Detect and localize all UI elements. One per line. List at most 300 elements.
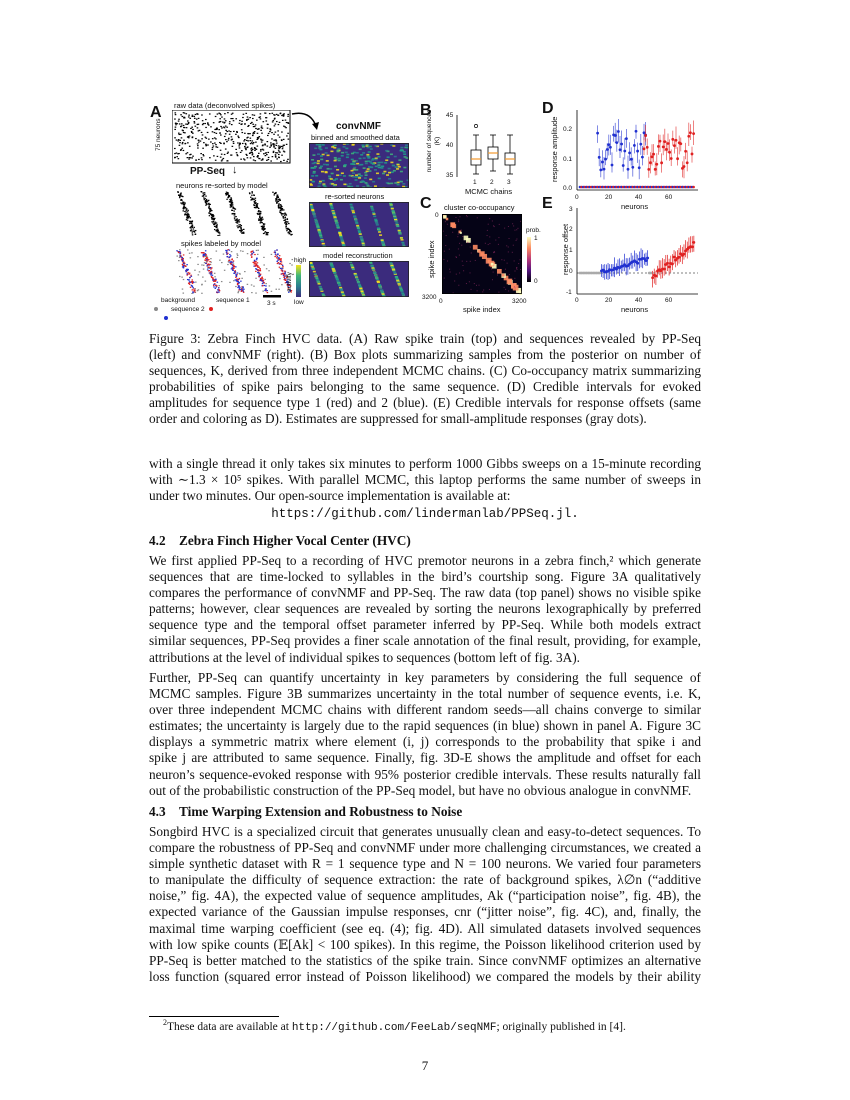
matrix-speck (488, 224, 489, 225)
matrix-speck (483, 256, 484, 257)
heatmap-cell (400, 237, 403, 239)
matrix-speck (512, 223, 513, 224)
spike-mark (257, 155, 259, 156)
spike-mark (231, 210, 233, 211)
heatmap-cell (333, 214, 336, 216)
spike-mark (178, 119, 180, 120)
spike-mark (242, 287, 244, 288)
spike-mark (279, 255, 281, 256)
matrix-speck (498, 292, 499, 293)
panel-b-ylabel: number of sequences (K) (426, 109, 441, 173)
heatmap-cell (355, 277, 358, 279)
amplitude-point (628, 151, 631, 154)
heatmap-cell (383, 171, 386, 173)
spike-mark (186, 274, 188, 275)
spike-mark (187, 142, 189, 143)
matrix-speck (516, 269, 517, 270)
spike-mark (274, 125, 276, 126)
panel-c-xtick-min: 0 (439, 298, 443, 305)
spike-mark (256, 205, 258, 206)
activity-colorbar (296, 265, 301, 297)
heatmap-cell (318, 283, 321, 285)
spike-mark (183, 279, 185, 280)
spike-mark (206, 259, 208, 260)
heatmap-cell (344, 164, 347, 166)
spike-mark (231, 200, 233, 201)
amplitude-point (599, 169, 602, 172)
spike-mark (240, 124, 242, 125)
heatmap-cell (395, 222, 398, 224)
spike-mark (256, 120, 258, 121)
spike-mark (186, 219, 188, 220)
spike-mark (243, 114, 245, 115)
spike-mark (208, 259, 210, 260)
heatmap-cell (401, 242, 404, 244)
spike-mark (231, 268, 233, 269)
spike-mark (226, 192, 228, 193)
spike-mark (254, 131, 256, 132)
heatmap-cell (325, 152, 328, 154)
spike-mark (203, 192, 205, 193)
spike-mark (186, 273, 188, 274)
spike-mark (263, 121, 265, 122)
spike-mark (263, 224, 265, 225)
spike-mark (188, 215, 190, 216)
heatmap-cell (343, 146, 346, 148)
amplitude-point (655, 163, 658, 166)
spike-mark (192, 136, 194, 137)
heatmap-cell (399, 287, 402, 289)
spike-mark (191, 285, 193, 286)
spike-mark (276, 143, 278, 144)
section-4-2-heading (149, 533, 411, 549)
heatmap-cell (336, 279, 339, 281)
heatmap-cell (310, 205, 313, 207)
spike-mark (237, 283, 239, 284)
panel-e-letter: E (542, 195, 553, 212)
spike-mark (252, 149, 254, 150)
resorted-label: neurons re-sorted by model (176, 181, 268, 190)
spike-mark (275, 192, 277, 193)
amplitude-point (638, 166, 641, 169)
spike-mark (244, 159, 246, 160)
heatmap-cell (374, 185, 377, 187)
matrix-block (473, 245, 478, 250)
spike-mark (262, 149, 264, 150)
spike-mark (183, 263, 185, 264)
amplitude-point (670, 157, 673, 160)
spike-mark (181, 277, 183, 278)
spike-mark (283, 277, 285, 278)
heatmap-cell (369, 179, 372, 181)
spike-mark (260, 149, 262, 150)
spike-mark (264, 232, 266, 233)
heatmap-cell (397, 281, 400, 283)
heatmap-cell (331, 208, 334, 210)
spike-mark (285, 217, 287, 218)
spike-mark (264, 279, 266, 280)
heatmap-cell (385, 150, 388, 152)
spike-mark (280, 263, 282, 264)
spike-mark (179, 140, 181, 141)
spike-mark (256, 259, 257, 260)
spike-mark (244, 147, 246, 148)
spike-mark (238, 224, 240, 225)
footnote-url[interactable]: http://github.com/FeeLab/seqNMF (291, 1021, 497, 1034)
spike-mark (184, 117, 186, 118)
spike-mark (209, 215, 211, 216)
matrix-speck (459, 255, 460, 256)
spike-mark (195, 282, 197, 283)
spike-mark (277, 130, 279, 131)
heatmap-cell (314, 219, 317, 221)
spike-mark (237, 227, 239, 228)
spike-mark (274, 193, 276, 194)
amplitude-point (683, 165, 686, 168)
spike-mark (217, 156, 219, 157)
matrix-speck (517, 228, 518, 229)
matrix-speck (514, 230, 515, 231)
heatmap-cell (351, 159, 354, 161)
labeled-label: spikes labeled by model (181, 239, 262, 248)
spike-mark (277, 256, 279, 257)
spike-mark (247, 126, 249, 127)
panel-c-cbar-max: 1 (534, 235, 538, 242)
matrix-speck (512, 252, 513, 253)
heatmap-cell (387, 156, 390, 158)
matrix-block (466, 238, 471, 243)
heatmap-cell (319, 167, 322, 169)
amplitude-point (673, 144, 676, 147)
spike-mark (236, 253, 238, 254)
spike-mark (231, 124, 233, 125)
spike-mark (189, 118, 191, 119)
heatmap-cell (326, 160, 329, 162)
spike-mark (222, 121, 224, 122)
spike-mark (217, 282, 219, 283)
spike-mark (257, 137, 259, 138)
heatmap-cell (375, 277, 378, 279)
spike-mark (178, 252, 180, 253)
spike-mark (266, 232, 268, 233)
spike-mark (213, 221, 215, 222)
spike-mark (287, 228, 289, 229)
amplitude-point (651, 155, 654, 158)
spike-mark (283, 213, 285, 214)
heatmap-cell (334, 166, 337, 168)
heatmap-cell (361, 291, 364, 293)
heatmap-cell (368, 170, 371, 172)
heatmap-cell (340, 237, 343, 239)
heatmap-cell (376, 173, 379, 175)
matrix-speck (458, 221, 459, 222)
spike-mark (216, 128, 218, 129)
spike-mark (214, 276, 216, 277)
spike-mark (261, 220, 263, 221)
amplitude-point (617, 130, 620, 133)
spike-mark (232, 213, 234, 214)
heatmap-cell (363, 167, 366, 169)
heatmap-cell (340, 179, 343, 181)
spike-mark (234, 214, 236, 215)
heatmap-cell (404, 156, 407, 158)
spike-mark (247, 133, 249, 134)
offset-point (671, 263, 674, 266)
spike-mark (188, 116, 190, 117)
spike-mark (218, 289, 220, 290)
spike-mark (281, 284, 283, 285)
spike-mark (186, 264, 188, 265)
spike-mark (261, 160, 263, 161)
matrix-speck (518, 263, 519, 264)
spike-mark (238, 137, 240, 138)
spike-mark (186, 127, 188, 128)
spike-mark (236, 152, 238, 153)
matrix-speck (486, 263, 487, 264)
spike-mark (187, 249, 189, 250)
scale-bar (263, 295, 283, 299)
heatmap-cell (372, 163, 375, 165)
heatmap-cell (352, 212, 355, 214)
matrix-speck (514, 260, 515, 261)
spike-mark (191, 226, 193, 227)
spike-mark (207, 144, 209, 145)
spike-mark (204, 259, 206, 260)
spike-mark (195, 230, 197, 231)
text-line: Further, PP-Seq can quantify uncertainty in key parameters by considering the full sequence of (149, 670, 701, 685)
spike-mark (213, 216, 215, 217)
spike-mark (276, 249, 278, 250)
spike-mark (205, 127, 207, 128)
footnote (163, 1018, 626, 1034)
spike-mark (235, 266, 237, 267)
spike-mark (262, 226, 264, 227)
heatmap-cell (376, 153, 379, 155)
spike-mark (276, 114, 278, 115)
spike-mark (247, 146, 249, 147)
spike-mark (228, 195, 230, 196)
spike-mark (224, 270, 226, 271)
colorbar-high-label: high (294, 257, 307, 264)
heatmap-cell (385, 159, 388, 161)
github-url[interactable]: https://github.com/lindermanlab/PPSeq.jl. (271, 507, 579, 521)
matrix-speck (509, 274, 510, 275)
matrix-block (497, 269, 502, 274)
spike-mark (231, 206, 233, 207)
panel-e-ytick-2: 2 (569, 226, 573, 233)
heatmap-cell (336, 150, 339, 152)
heatmap-cell (337, 227, 340, 229)
heatmap-cell (329, 168, 332, 170)
heatmap-cell (403, 151, 406, 153)
heatmap-cell (366, 156, 369, 158)
heatmap-cell (345, 152, 348, 154)
spike-mark (275, 156, 277, 157)
text-line: displays a symmetric matrix where element (i, j) corresponds to the probability that spike i and (149, 734, 701, 750)
spike-mark (220, 114, 222, 115)
text-line: attributions at the level of individual spikes to sequences (bottom left of fig. 3A). (149, 649, 580, 665)
heatmap-cell (325, 147, 328, 149)
spike-mark (236, 132, 238, 133)
spike-mark (223, 143, 225, 144)
spike-mark (221, 262, 223, 263)
heatmap-cell (322, 243, 325, 245)
spike-mark (191, 230, 193, 231)
matrix-speck (467, 216, 468, 217)
spike-mark (281, 269, 283, 270)
spike-mark (232, 113, 234, 114)
spike-mark (213, 145, 215, 146)
heatmap-cell (310, 184, 313, 186)
spike-mark (275, 148, 277, 149)
spike-mark (190, 128, 192, 129)
spike-mark (261, 222, 263, 223)
offset-point (692, 241, 695, 244)
heatmap-cell (398, 166, 401, 168)
heatmap-cell (331, 183, 334, 185)
offset-point (673, 256, 676, 259)
spike-mark (184, 214, 186, 215)
heatmap-cell (318, 146, 321, 148)
spike-mark (264, 282, 266, 283)
spike-mark (234, 218, 236, 219)
heatmap-cell (396, 225, 399, 227)
spike-mark (231, 251, 233, 252)
spike-mark (269, 147, 271, 148)
heatmap-cell (350, 264, 353, 266)
figure-3 (145, 98, 705, 323)
heatmap-cell (392, 145, 395, 147)
heatmap-cell (343, 184, 346, 186)
spike-mark (182, 143, 184, 144)
matrix-speck (489, 243, 490, 244)
spike-mark (283, 220, 285, 221)
spike-mark (201, 157, 203, 158)
spike-mark (255, 266, 257, 267)
heatmap-cell (387, 183, 390, 185)
spike-mark (191, 286, 193, 287)
spike-mark (283, 139, 285, 140)
spike-mark (233, 141, 235, 142)
heatmap-cell (334, 274, 337, 276)
heatmap-cell (358, 284, 361, 286)
spike-mark (219, 118, 221, 119)
spike-mark (191, 228, 193, 229)
heatmap-cell (355, 174, 358, 176)
amplitude-point (647, 168, 650, 171)
matrix-speck (514, 278, 515, 279)
spike-mark (253, 142, 255, 143)
spike-mark (205, 200, 207, 201)
spike-mark (198, 142, 200, 143)
spike-mark (185, 212, 187, 213)
spike-mark (247, 253, 249, 254)
spike-mark (229, 123, 231, 124)
spike-mark (254, 126, 256, 127)
spike-mark (201, 132, 203, 133)
spike-mark (184, 204, 185, 205)
spike-mark (218, 113, 220, 114)
spike-mark (277, 253, 279, 254)
matrix-speck (478, 285, 479, 286)
spike-mark (180, 149, 182, 150)
spike-mark (279, 122, 281, 123)
spike-mark (240, 159, 242, 160)
spike-mark (251, 122, 253, 123)
spike-mark (276, 199, 278, 200)
spike-mark (275, 252, 277, 253)
spike-mark (244, 146, 246, 147)
spike-mark (192, 279, 194, 280)
spike-mark (225, 120, 227, 121)
matrix-speck (457, 236, 458, 237)
spike-mark (190, 217, 192, 218)
matrix-speck (467, 242, 468, 243)
labeled-raster (176, 249, 294, 294)
amplitude-point (663, 140, 666, 143)
spike-mark (238, 281, 240, 282)
amplitude-point (630, 158, 633, 161)
spike-mark (206, 204, 208, 205)
spike-mark (283, 273, 285, 274)
spike-mark (189, 223, 191, 224)
spike-mark (232, 262, 234, 263)
spike-mark (241, 230, 243, 231)
heatmap-cell (311, 159, 314, 161)
spike-mark (251, 195, 253, 196)
heatmap-cell (359, 148, 362, 150)
spike-mark (239, 287, 241, 288)
spike-mark (275, 152, 277, 153)
spike-mark (188, 123, 190, 124)
text-line: under two minutes. Our open-source implementation is available at: (149, 488, 511, 504)
text-line: Songbird HVC is a specialized circuit that generates unusually clean and easy-to-detect sequences. To (149, 824, 701, 839)
spike-mark (190, 154, 192, 155)
spike-mark (187, 211, 189, 212)
heatmap-cell (318, 231, 321, 233)
spike-mark (198, 289, 200, 290)
spike-mark (241, 150, 243, 151)
spike-mark (209, 113, 211, 114)
spike-mark (262, 285, 264, 286)
spike-mark (239, 226, 241, 227)
footnote-text: These data are available at (167, 1020, 292, 1033)
heatmap-cell (340, 288, 343, 290)
matrix-speck (446, 235, 447, 236)
spike-mark (251, 292, 253, 293)
matrix-speck (447, 261, 448, 262)
spike-mark (218, 232, 220, 233)
heatmap-cell (392, 165, 395, 167)
heatmap-cell (381, 166, 384, 168)
spike-mark (214, 281, 216, 282)
spike-mark (250, 148, 252, 149)
spike-mark (278, 145, 280, 146)
spike-mark (230, 199, 232, 200)
panel-c-title: cluster co-occupancy (444, 203, 515, 212)
text-line: to manipulate the difficulty of sequence extraction: the rate of background spikes, λ∅n (“additive (149, 872, 701, 888)
heatmap-cell (364, 177, 367, 179)
spike-mark (236, 218, 238, 219)
matrix-speck (504, 260, 505, 261)
matrix-speck (443, 259, 444, 260)
amplitude-point (652, 153, 655, 156)
spike-mark (238, 285, 240, 286)
amplitude-point (636, 150, 639, 153)
heatmap-cell (371, 209, 374, 211)
spike-mark (279, 199, 281, 200)
heatmap-cell (312, 268, 315, 270)
